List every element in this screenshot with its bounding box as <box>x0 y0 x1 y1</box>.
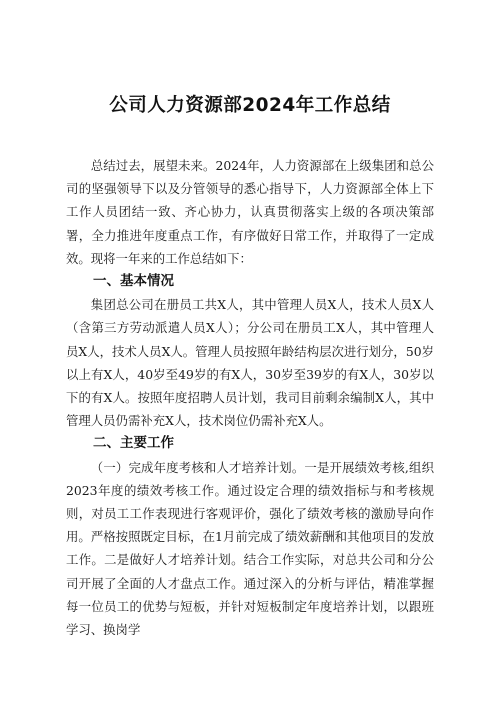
section-heading-basic-info: 一、基本情况 <box>93 273 174 290</box>
main-work-paragraph: （一）完成年度考核和人才培养计划。一是开展绩效考核,组织2023年度的绩效考核工作。通过设定合理的绩效指标与和考核规则，对员工工作表现进行客观评价，强化了绩效考核的激励导向作用。严格按照既定目标，在1月前完成了绩效薪酬和其他项目的发放工作。二是做好人才培养计划。结合工作实际，对总共公司和分公司开展了全面的人才盘点工作。通过深入的分析与评估，精准掌握每一位员工的优势与短板，并针对短板制定年度培养计划，以跟班学习、换岗学 <box>66 459 434 638</box>
section-heading-main-work: 二、主要工作 <box>93 435 174 452</box>
basic-info-paragraph: 集团总公司在册员工共X人，其中管理人员X人，技术人员X人（含第三方劳动派遣人员X人）；分公司在册员工X人，其中管理人员X人，技术人员X人。管理人员按照年龄结构层次进行划分，50岁以上有X人，40岁至49岁的有X人，30岁至39岁的有X人，30岁以下的有X人。按照年度招聘人员计划，我司目前剩余编制X人，其中管理人员仍需补充X人，技术岗位仍需补充X人。 <box>66 297 434 429</box>
section-basic-info <box>66 270 434 432</box>
section-main-work <box>66 432 434 641</box>
intro-section <box>66 154 434 270</box>
document-title: 公司人力资源部2024年工作总结 <box>109 95 391 116</box>
intro-paragraph: 总结过去，展望未来。2024年，人力资源部在上级集团和总公司的坚强领导下以及分管领导的悉心指导下，人力资源部全体上下工作人员团结一致、齐心协力，认真贯彻落实上级的各项决策部署，全力推进年度重点工作，有序做好日常工作，并取得了一定成效。现将一年来的工作总结如下： <box>66 158 434 266</box>
